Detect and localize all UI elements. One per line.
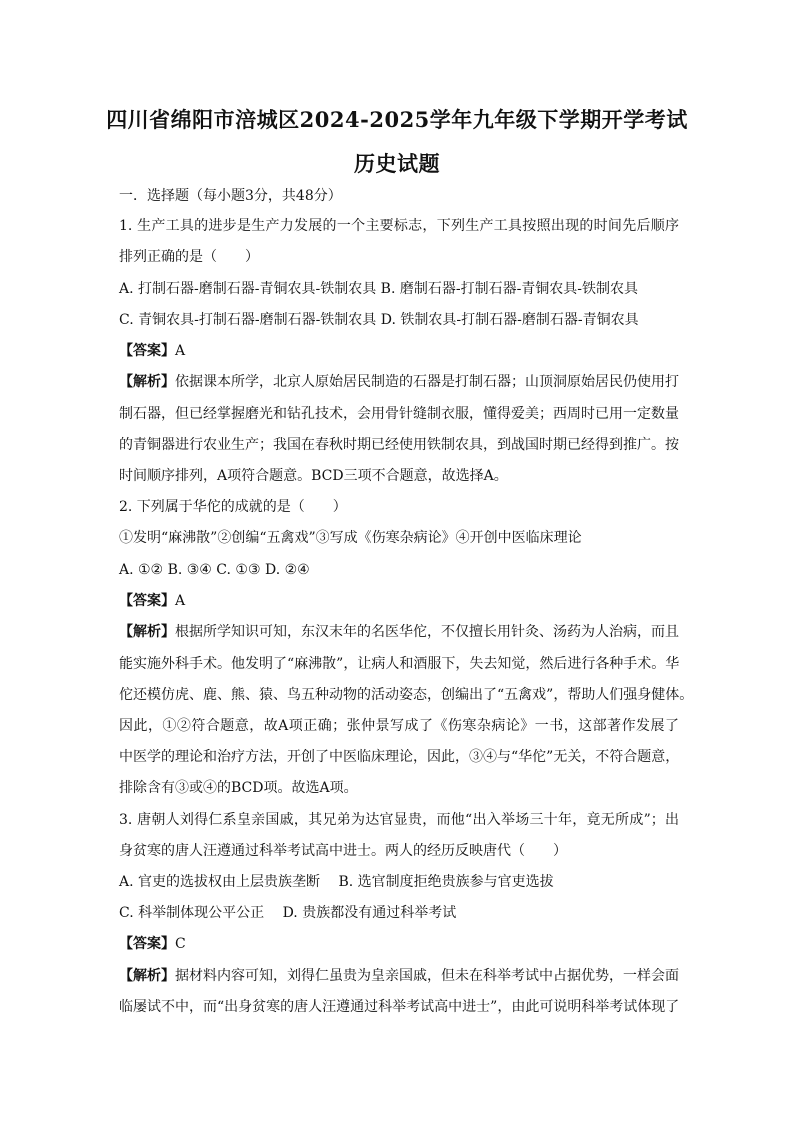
answer-value: A bbox=[175, 343, 186, 359]
q2-answer bbox=[119, 591, 679, 611]
answer-label: 【答案】 bbox=[119, 593, 175, 609]
q2-options-line1: A. ①② B. ③④ C. ①③ D. ②④ bbox=[119, 562, 310, 578]
q1-answer bbox=[119, 341, 679, 361]
q1-stem-line2: 排列正确的是（ ） bbox=[119, 249, 259, 265]
analysis-label: 【解析】 bbox=[119, 624, 175, 640]
q1-analysis-line3: 的青铜器进行农业生产；我国在春秋时期已经使用铁制农具，到战国时期已经得到推广。按 bbox=[119, 437, 679, 453]
q3-answer bbox=[119, 934, 679, 954]
section-heading: 一．选择题（每小题3分，共48分） bbox=[119, 188, 342, 204]
q2-analysis-line5: 中医学的理论和治疗方法，开创了中医临床理论，因此，③④与“华佗”无关，不符合题意， bbox=[119, 749, 680, 765]
analysis-text: 依据课本所学，北京人原始居民制造的石器是打制石器；山顶洞原始居民仍使用打 bbox=[175, 374, 679, 390]
q2-analysis-line1 bbox=[119, 622, 679, 642]
q1-analysis-line1 bbox=[119, 372, 679, 392]
answer-label: 【答案】 bbox=[119, 343, 175, 359]
document-title: 四川省绵阳市涪城区2024-2025学年九年级下学期开学考试 bbox=[106, 107, 688, 132]
q3-analysis-line2: 临屡试不中，而“出身贫寒的唐人汪遵通过科举考试高中进士”，由此可说明科举考试体现了 bbox=[119, 999, 680, 1015]
analysis-label: 【解析】 bbox=[119, 374, 175, 390]
answer-value: A bbox=[175, 593, 186, 609]
answer-label: 【答案】 bbox=[119, 936, 175, 952]
q2-analysis-line2: 能实施外科手术。他发明了“麻沸散”，让病人和酒服下，失去知觉，然后进行各种手术。华 bbox=[119, 656, 680, 672]
q1-analysis-line4: 时间顺序排列，A项符合题意。BCD三项不合题意，故选择A。 bbox=[119, 468, 508, 484]
q2-analysis-line3: 佗还模仿虎、鹿、熊、猿、鸟五种动物的活动姿态，创编出了“五禽戏”，帮助人们强身健体。 bbox=[119, 687, 694, 703]
q1-options-line1: A. 打制石器-磨制石器-青铜农具-铁制农具 B. 磨制石器-打制石器-青铜农具-铁制农具 bbox=[119, 281, 639, 297]
q3-stem-line2: 身贫寒的唐人汪遵通过科举考试高中进士。两人的经历反映唐代（ ） bbox=[119, 843, 567, 859]
q1-stem-line1: 1. 生产工具的进步是生产力发展的一个主要标志，下列生产工具按照出现的时间先后顺序 bbox=[119, 218, 679, 234]
q3-analysis-line1 bbox=[119, 966, 679, 986]
q3-stem-line1: 3. 唐朝人刘得仁系皇亲国戚，其兄弟为达官显贵，而他“出入举场三十年，竟无所成”；出 bbox=[119, 812, 679, 828]
q1-options-line2: C. 青铜农具-打制石器-磨制石器-铁制农具 D. 铁制农具-打制石器-磨制石器-青铜农具 bbox=[119, 312, 639, 328]
q1-analysis-line2: 制石器，但已经掌握磨光和钻孔技术，会用骨针缝制衣服，懂得爱美；西周时已用一定数量 bbox=[119, 406, 679, 422]
document-subtitle: 历史试题 bbox=[354, 151, 440, 176]
answer-value: C bbox=[175, 936, 186, 952]
analysis-text: 据材料内容可知，刘得仁虽贵为皇亲国戚，但未在科举考试中占据优势，一样会面 bbox=[175, 968, 679, 984]
q2-stem-line1: 2. 下列属于华佗的成就的是（ ） bbox=[119, 499, 347, 515]
analysis-label: 【解析】 bbox=[119, 968, 175, 984]
q3-options-line2: C. 科举制体现公平公正 D. 贵族都没有通过科举考试 bbox=[119, 905, 457, 921]
q3-options-line1: A. 官吏的选拔权由上层贵族垄断 B. 选官制度拒绝贵族参与官吏选拔 bbox=[119, 874, 554, 890]
analysis-text: 根据所学知识可知，东汉末年的名医华佗，不仅擅长用针灸、汤药为人治病，而且 bbox=[175, 624, 679, 640]
q2-stem-line2: ①发明“麻沸散”②创编“五禽戏”③写成《伤寒杂病论》④开创中医临床理论 bbox=[119, 530, 582, 546]
q2-analysis-line6: 排除含有③或④的BCD项。故选A项。 bbox=[119, 780, 358, 796]
q2-analysis-line4: 因此，①②符合题意，故A项正确；张仲景写成了《伤寒杂病论》一书，这部著作发展了 bbox=[119, 718, 679, 734]
